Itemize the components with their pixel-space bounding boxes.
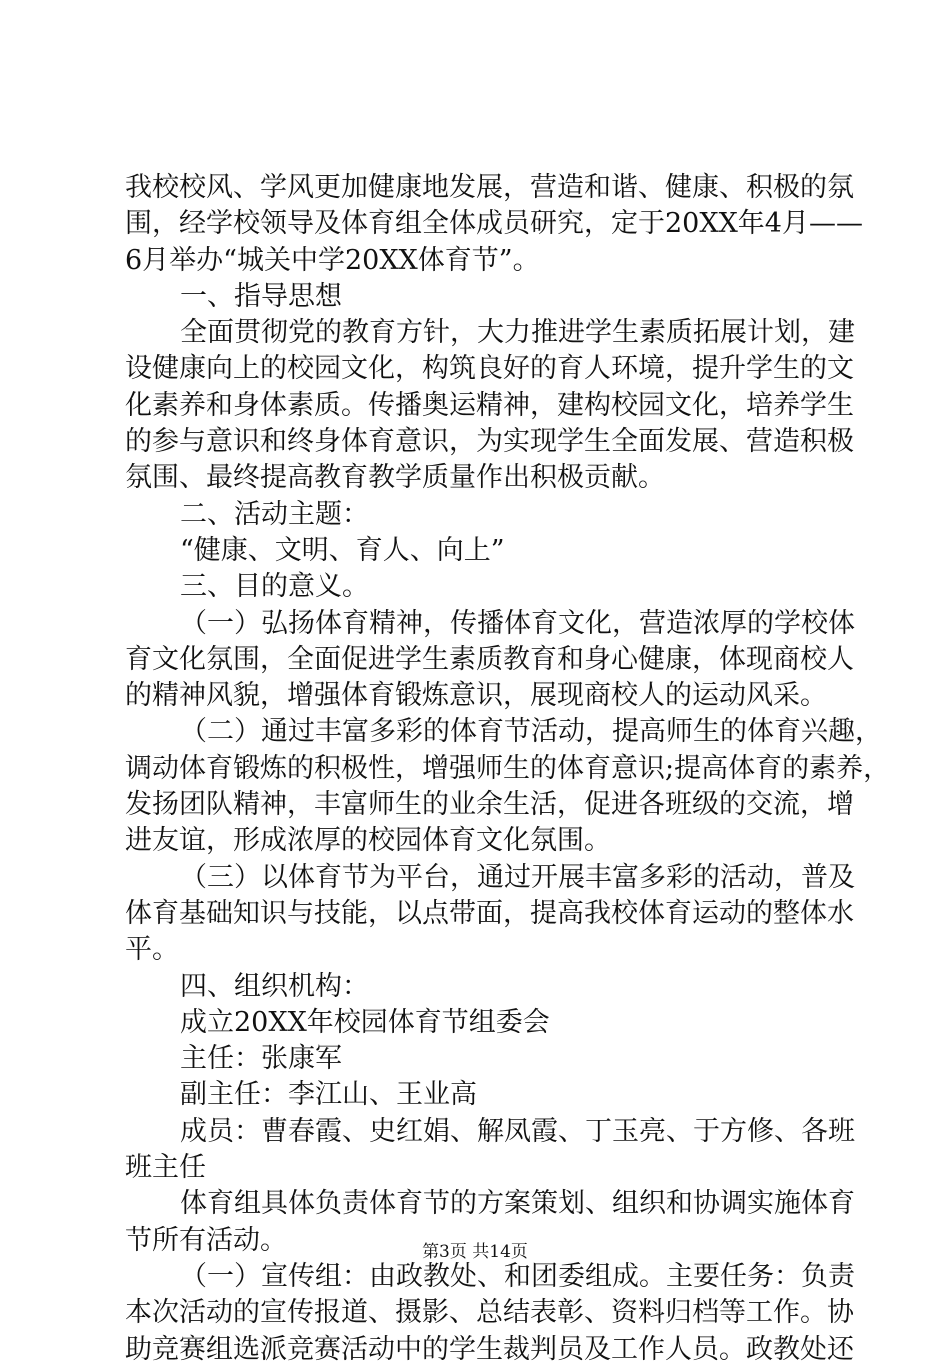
body-line: 平。 [125,934,179,966]
section-heading: 二、活动主题： [180,498,369,530]
document-body [125,170,891,1368]
body-line: 6月举办“城关中学20XX体育节”。 [125,244,540,276]
body-line: 调动体育锻炼的积极性，增强师生的体育意识;提高体育的素养， [125,752,891,784]
body-line: 节所有活动。 [125,1224,287,1256]
body-line: 的参与意识和终身体育意识，为实现学生全面发展、营造积极 [125,426,854,458]
body-line: 本次活动的宣传报道、摄影、总结表彰、资料归档等工作。协 [125,1297,854,1329]
body-line: 氛围、最终提高教育教学质量作出积极贡献。 [125,462,665,494]
body-line: 助竞赛组选派竞赛活动中的学生裁判员及工作人员。政教处还 [125,1333,854,1365]
body-line: 副主任：李江山、王业高 [180,1079,477,1111]
body-line: 化素养和身体素质。传播奥运精神，建构校园文化，培养学生 [125,389,854,421]
section-heading: 一、指导思想 [180,280,342,312]
body-line: 的精神风貌，增强体育锻炼意识，展现商校人的运动风采。 [125,680,827,712]
body-line: 班主任 [125,1152,206,1184]
body-line: 进友谊，形成浓厚的校园体育文化氛围。 [125,825,611,857]
body-line: 围，经学校领导及体育组全体成员研究，定于20XX年4月—— [125,208,863,240]
body-line: “健康、文明、育人、向上” [180,534,505,566]
body-line: 体育组具体负责体育节的方案策划、组织和协调实施体育 [180,1188,855,1220]
section-heading: 三、目的意义。 [180,571,369,603]
body-line: 成员：曹春霞、史红娟、解凤霞、丁玉亮、于方修、各班 [180,1115,855,1147]
body-line: （二）通过丰富多彩的体育节活动，提高师生的体育兴趣， [180,716,882,748]
section-heading: 四、组织机构： [180,970,369,1002]
body-line: 我校校风、学风更加健康地发展，营造和谐、健康、积极的氛 [125,172,854,203]
body-line: 体育基础知识与技能，以点带面，提高我校体育运动的整体水 [125,897,854,929]
body-line: 育文化氛围，全面促进学生素质教育和身心健康，体现商校人 [125,643,854,675]
body-line: 全面贯彻党的教育方针，大力推进学生素质拓展计划，建 [180,317,855,349]
body-line: （三）以体育节为平台，通过开展丰富多彩的活动，普及 [180,861,855,893]
body-line: 主任：张康军 [180,1043,342,1075]
body-line: （一）弘扬体育精神，传播体育文化，营造浓厚的学校体 [180,607,855,639]
page-number-footer: 第3页 共14页 [422,1242,528,1262]
body-line: 成立20XX年校园体育节组委会 [180,1006,550,1038]
body-line: 发扬团队精神，丰富师生的业余生活，促进各班级的交流，增 [125,789,854,821]
body-line: 设健康向上的校园文化，构筑良好的育人环境，提升学生的文 [125,353,854,385]
body-line: （一）宣传组：由政教处、和团委组成。主要任务：负责 [180,1260,855,1292]
